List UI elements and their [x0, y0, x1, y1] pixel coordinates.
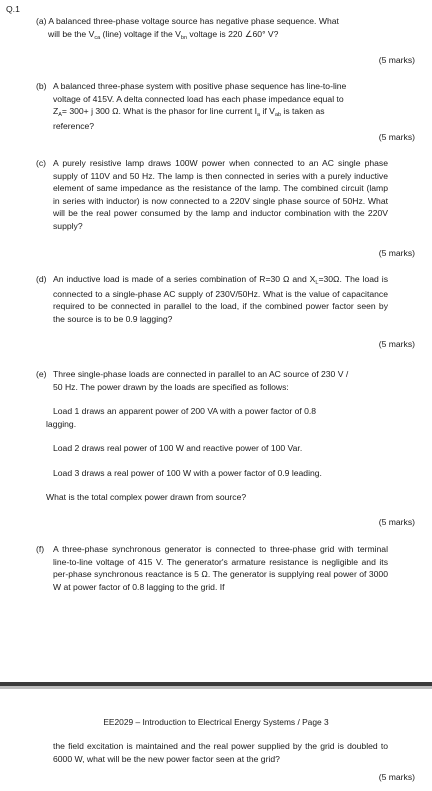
question-a-line2: will be the $V_{ca}$ (line) voltage if the $V_{bn}$ voltage is 220 ∠60° V? [48, 28, 279, 41]
marks-d: (5 marks) [378, 339, 415, 349]
load-2: Load 2 draws real power of 100 W and reactive power of 100 Var. [53, 443, 303, 453]
question-d: An inductive load is made of a series combination of R=30 Ω and $X_L=30\Omega$. The load is connected to a single-phase AC supply of 230V/50Hz. What is the value of capacitance required to be connected in parallel to the load, if the combined power factor seen by the source is to be 0.9 lagging? [53, 274, 388, 324]
question-e-line2: 50 Hz. The power drawn by the loads are specified as follows: [53, 381, 289, 392]
question-d-label: (d) [36, 274, 47, 284]
load-3: Load 3 draws a real power of 100 W with a power factor of 0.9 leading. [53, 468, 322, 478]
load-1-line2: lagging. [46, 418, 77, 429]
marks-c: (5 marks) [378, 248, 415, 258]
question-f: A three-phase synchronous generator is connected to three-phase grid with terminal line-to-line voltage of 415 V. The generator's armature resistance is negligible and its per-phase synchronous reactance is 5 Ω. The generator is supplying real power of 3000 W at power factor of 0.8 lagging to the grid. If [53, 544, 388, 592]
question-b-line1: A balanced three-phase system with positive phase sequence has line-to-line [53, 81, 347, 91]
question-e-total: What is the total complex power drawn from source? [46, 492, 247, 502]
marks-a: (5 marks) [378, 55, 415, 65]
page-footer: EE2029 – Introduction to Electrical Energy Systems / Page 3 [103, 717, 329, 727]
marks-b: (5 marks) [378, 132, 415, 142]
question-a-line1: (a) A balanced three-phase voltage source has negative phase sequence. What [36, 16, 339, 26]
question-b [53, 80, 388, 132]
question-e [53, 368, 388, 393]
question-e-label: (e) [36, 369, 47, 379]
question-b-label: (b) [36, 81, 47, 91]
load-1-line1: Load 1 draws an apparent power of 200 VA with a power factor of 0.8 [53, 406, 317, 416]
question-number: Q.1 [6, 4, 20, 14]
question-c-label: (c) [36, 158, 47, 168]
load-1 [46, 405, 376, 430]
question-b-line3: $Z_A= 300+ j$ 300 Ω. What is the phasor for line current $I_a$ if $V_{ab}$ is taken as [53, 106, 325, 118]
question-f-label: (f) [36, 544, 45, 554]
question-f-continued: the field excitation is maintained and the real power supplied by the grid is doubled to 6000 W, what will be the new power factor seen at the grid? [53, 741, 388, 764]
question-b-line4: reference? [53, 120, 95, 131]
page-separator-shadow [0, 686, 432, 689]
question-a [36, 15, 406, 42]
question-b-line2: voltage of 415V. A delta connected load has each phase impedance equal to [53, 93, 344, 104]
question-e-line1: Three single-phase loads are connected in parallel to an AC source of 230 V / [53, 369, 349, 379]
marks-f: (5 marks) [378, 772, 415, 782]
question-c: A purely resistive lamp draws 100W power when connected to an AC single phase supply of 110V and 50 Hz. The lamp is then connected in series with a purely inductive element of same impedance as the resistance of the lamp. The combined circuit (lamp in series with inductor) is now connected to a 220V single phase source of 50Hz. What will be the real power consumed by the lamp and inductor combination with the 220V supply? [53, 158, 388, 231]
marks-e: (5 marks) [378, 517, 415, 527]
